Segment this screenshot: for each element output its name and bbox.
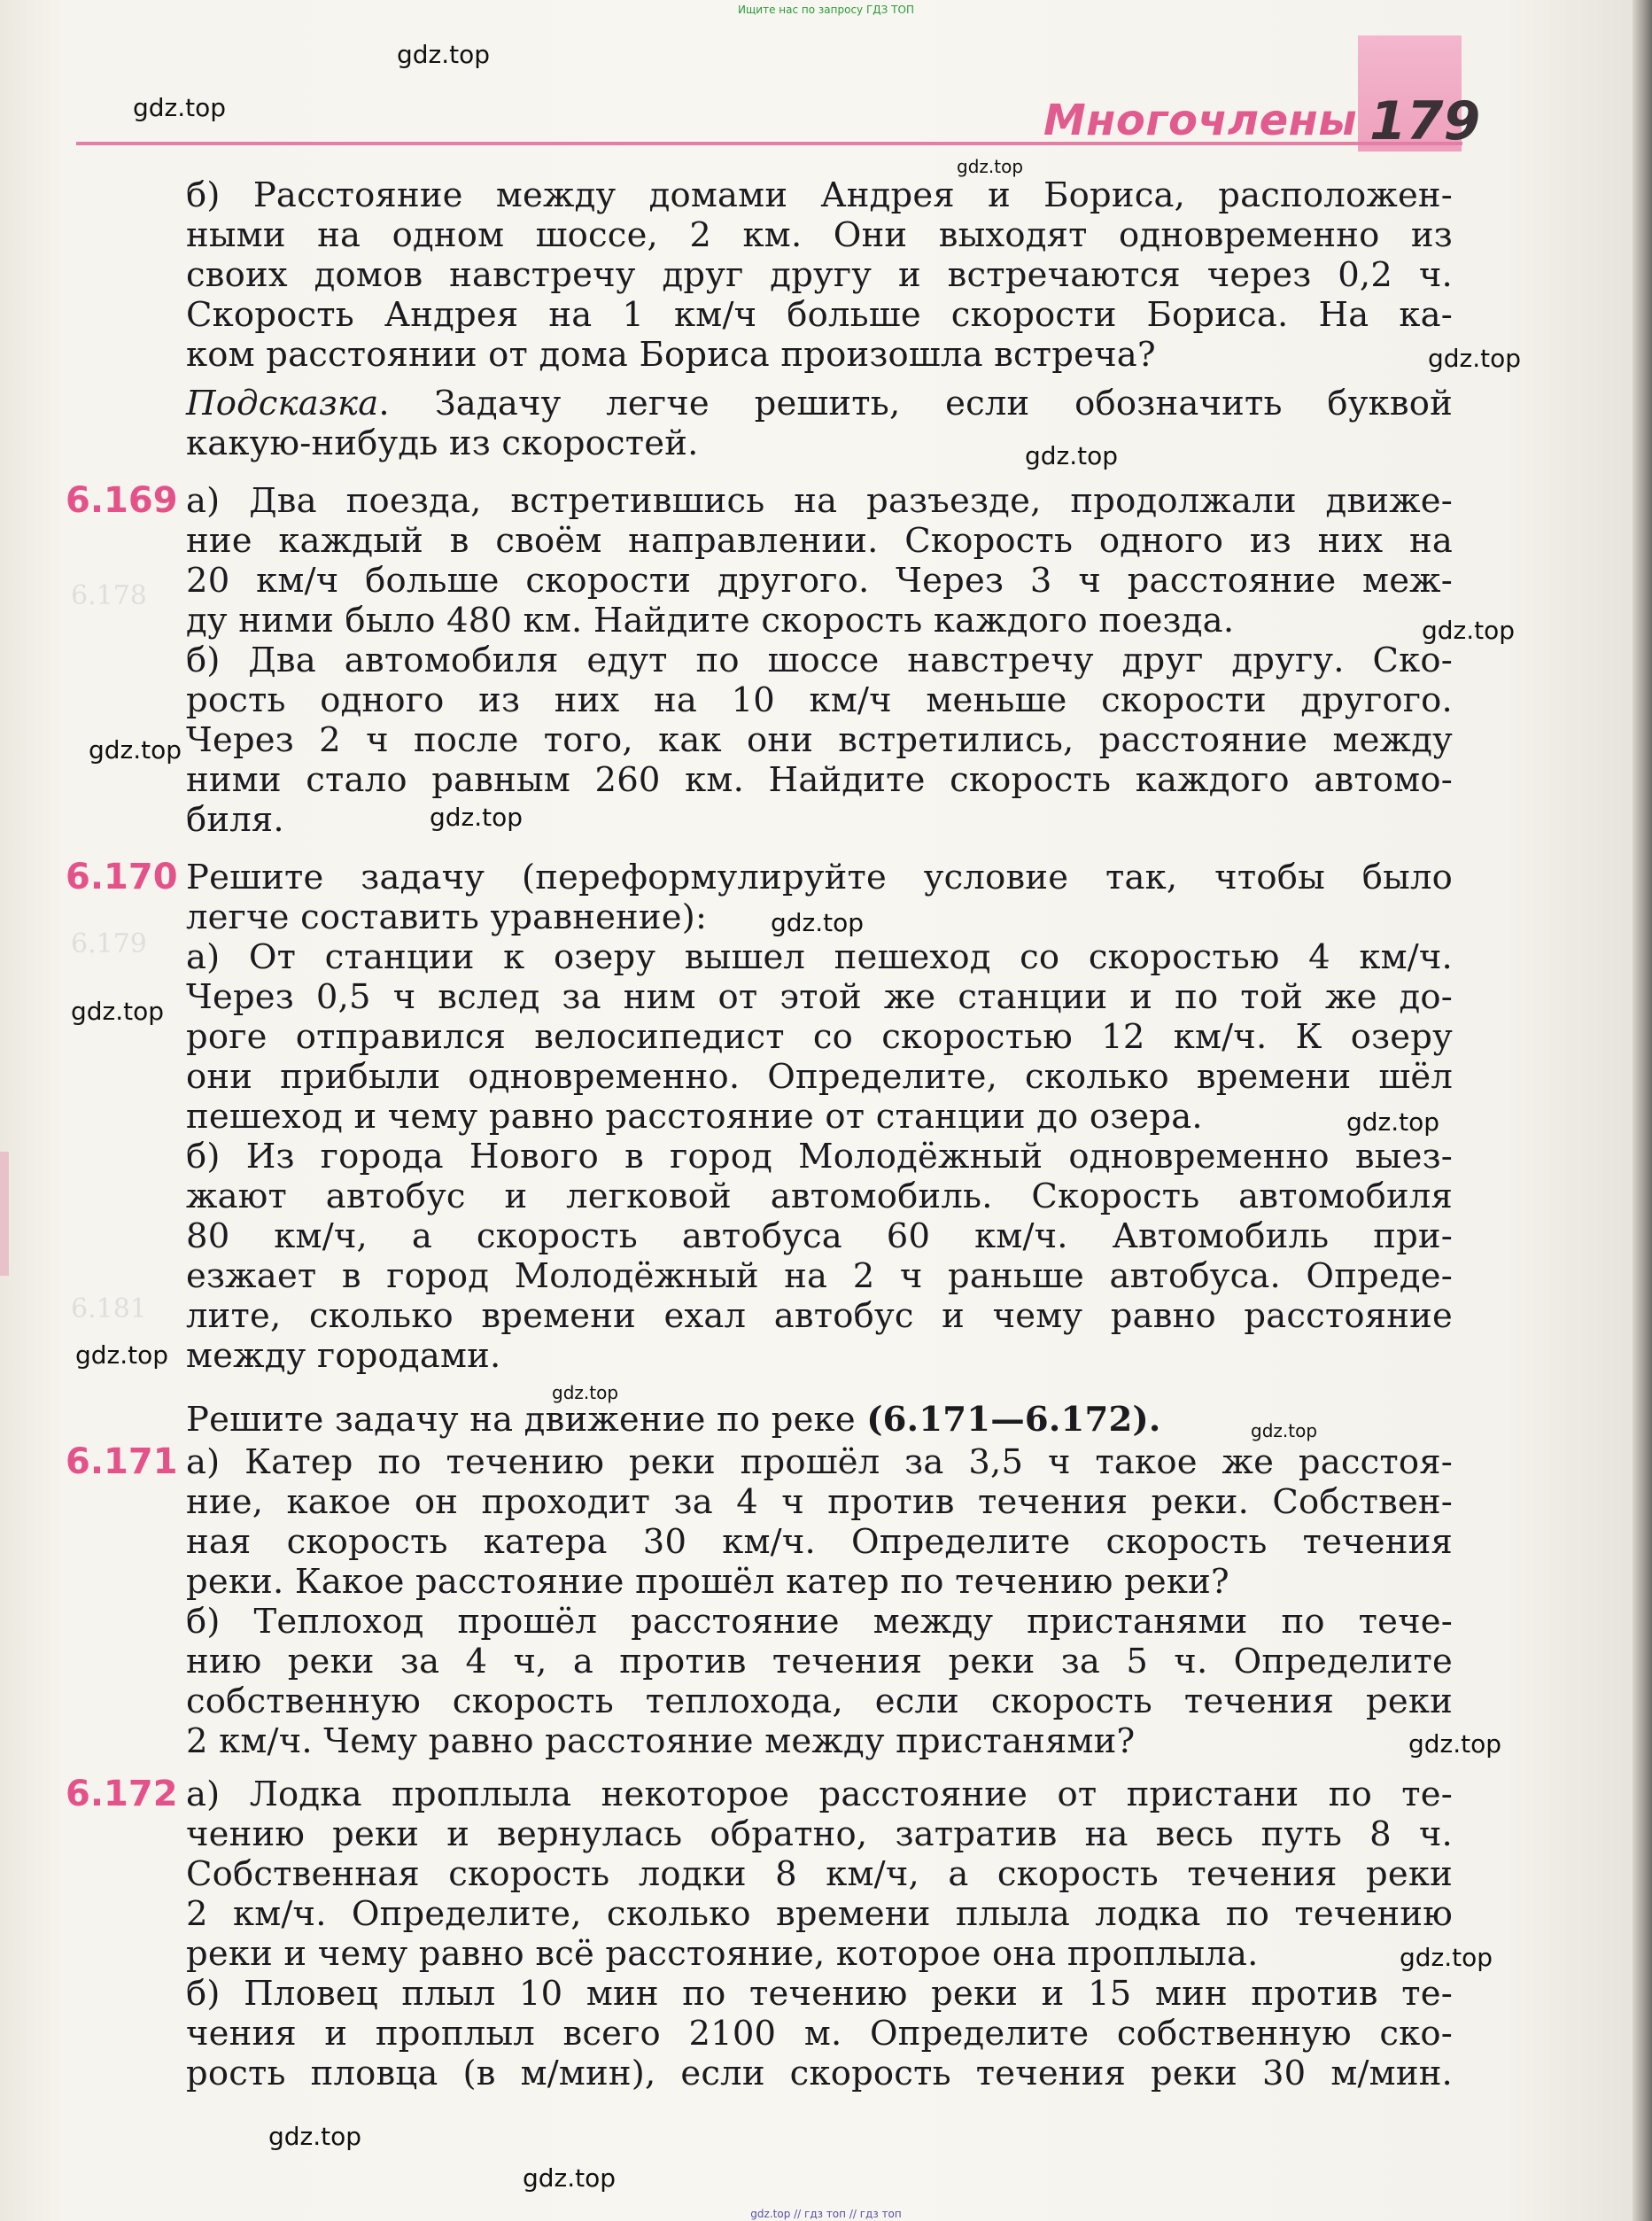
text-line: езжает в город Молодёжный на 2 ч раньше автобуса. Опреде- xyxy=(186,1256,1453,1296)
text-line: между городами. xyxy=(186,1336,501,1376)
text-line: чению реки и вернулась обратно, затратив на весь путь 8 ч. xyxy=(186,1814,1453,1854)
text-line: б) Два автомобиля едут по шоссе навстречу друг другу. Ско- xyxy=(186,641,1453,680)
text-line: чения и проплыл всего 2100 м. Определите собственную ско- xyxy=(186,2014,1453,2054)
watermark: gdz.top xyxy=(1400,1943,1493,1972)
text-line: своих домов навстречу друг другу и встречаются через 0,2 ч. xyxy=(186,255,1453,295)
text-line: Через 0,5 ч вслед за ним от этой же станции и по той же до- xyxy=(186,977,1453,1017)
text-line: они прибыли одновременно. Определите, сколько времени шёл xyxy=(186,1057,1453,1097)
hint-label: Подсказка xyxy=(186,384,379,423)
text-line: нию реки за 4 ч, а против течения реки за 5 ч. Определите xyxy=(186,1642,1453,1681)
ghost-number: 6.181 xyxy=(71,1293,147,1324)
text-line: рость пловца (в м/мин), если скорость течения реки 30 м/мин. xyxy=(186,2054,1453,2093)
watermark: gdz.top xyxy=(1408,1729,1502,1759)
text-line: ду ними было 480 км. Найдите скорость каждого поезда. xyxy=(186,601,1235,641)
watermark: gdz.top xyxy=(1346,1107,1440,1137)
book-spine xyxy=(1633,0,1652,2221)
text-line: реки. Какое расстояние прошёл катер по течению реки? xyxy=(186,1562,1229,1602)
watermark: gdz.top xyxy=(430,803,524,832)
text-line: б) Теплоход прошёл расстояние между пристанями по тече- xyxy=(186,1602,1453,1642)
watermark: gdz.top xyxy=(957,156,1024,177)
problem-number: 6.172 xyxy=(66,1774,178,1814)
watermark: gdz.top xyxy=(75,1340,169,1370)
top-note: Ищите нас по запросу ГДЗ ТОП xyxy=(738,4,914,16)
text-line: б) Расстояние между домами Андрея и Бориса, расположен- xyxy=(186,175,1453,215)
running-title: Многочлены xyxy=(1043,96,1358,145)
text-line: ными на одном шоссе, 2 км. Они выходят одновременно из xyxy=(186,215,1453,255)
text-line: рость одного из них на 10 км/ч меньше скорости другого. xyxy=(186,680,1453,720)
hint-line: какую-нибудь из скоростей. xyxy=(186,423,699,463)
watermark: gdz.top xyxy=(268,2122,362,2151)
text-line: ние каждый в своём направлении. Скорость одного из них на xyxy=(186,521,1453,561)
problem-number: 6.169 xyxy=(66,480,178,521)
watermark: gdz.top xyxy=(523,2163,617,2193)
watermark: gdz.top xyxy=(89,735,182,765)
text-line: Собственная скорость лодки 8 км/ч, а скорость течения реки xyxy=(186,1854,1453,1894)
page-number: 179 xyxy=(1369,90,1481,152)
text-line: б) Из города Нового в город Молодёжный одновременно выез- xyxy=(186,1137,1453,1177)
text-line: а) Лодка проплыла некоторое расстояние от пристани по те- xyxy=(186,1774,1453,1814)
text-line: легче составить уравнение): xyxy=(186,897,708,937)
problem-number: 6.170 xyxy=(66,857,178,897)
text-line: 2 км/ч. Чему равно расстояние между пристанями? xyxy=(186,1721,1136,1761)
text-line: Решите задачу (переформулируйте условие так, чтобы было xyxy=(186,858,1453,897)
text-line: роге отправился велосипедист со скоростью 12 км/ч. К озеру xyxy=(186,1017,1453,1057)
text-line: жают автобус и легковой автомобиль. Скорость автомобиля xyxy=(186,1177,1453,1216)
text-line: реки и чему равно всё расстояние, которое она проплыла. xyxy=(186,1934,1259,1974)
watermark: gdz.top xyxy=(1251,1420,1318,1441)
text-line: а) От станции к озеру вышел пешеход со скоростью 4 км/ч. xyxy=(186,937,1453,977)
watermark: gdz.top xyxy=(771,908,865,937)
ghost-number: 6.178 xyxy=(71,580,147,611)
text-line: а) Катер по течению реки прошёл за 3,5 ч такое же расстоя- xyxy=(186,1442,1453,1482)
text-line: Через 2 ч после того, как они встретились, расстояние между xyxy=(186,720,1453,760)
text-line: Скорость Андрея на 1 км/ч больше скорости Бориса. На ка- xyxy=(186,295,1453,335)
watermark: gdz.top xyxy=(1422,616,1516,645)
text-line: а) Два поезда, встретившись на разъезде, продолжали движе- xyxy=(186,481,1453,521)
watermark: gdz.top xyxy=(552,1382,619,1403)
bottom-note: gdz.top // гдз топ // гдз топ xyxy=(750,2208,902,2220)
text-line: лите, сколько времени ехал автобус и чему равно расстояние xyxy=(186,1296,1453,1336)
text-line: ком расстоянии от дома Бориса произошла встреча? xyxy=(186,335,1156,375)
text-line: 2 км/ч. Определите, сколько времени плыла лодка по течению xyxy=(186,1894,1453,1934)
text-line: б) Пловец плыл 10 мин по течению реки и 15 мин против те- xyxy=(186,1974,1453,2014)
watermark: gdz.top xyxy=(1428,344,1522,373)
problem-number: 6.171 xyxy=(66,1441,178,1482)
text-line: ние, какое он проходит за 4 ч против течения реки. Собствен- xyxy=(186,1482,1453,1522)
watermark: gdz.top xyxy=(71,997,165,1026)
text-line: ними стало равным 260 км. Найдите скорость каждого автомо- xyxy=(186,760,1453,800)
text-line: собственную скорость теплохода, если скорость течения реки xyxy=(186,1681,1453,1721)
hint-line: Подсказка. Задачу легче решить, если обозначить буквой xyxy=(186,384,1453,423)
text-line: ная скорость катера 30 км/ч. Определите скорость течения xyxy=(186,1522,1453,1562)
text-line: биля. xyxy=(186,800,284,840)
text-line: 20 км/ч больше скорости другого. Через 3 ч расстояние меж- xyxy=(186,561,1453,601)
watermark: gdz.top xyxy=(397,40,491,69)
ghost-number: 6.179 xyxy=(71,928,147,959)
text-line: 80 км/ч, а скорость автобуса 60 км/ч. Автомобиль при- xyxy=(186,1216,1453,1256)
watermark: gdz.top xyxy=(1025,441,1119,470)
text-line: пешеход и чему равно расстояние от станции до озера. xyxy=(186,1097,1203,1137)
section-intro: Решите задачу на движение по реке (6.171—6.172). xyxy=(186,1400,1161,1440)
page-edge-mark xyxy=(0,1152,9,1276)
watermark: gdz.top xyxy=(133,93,227,122)
